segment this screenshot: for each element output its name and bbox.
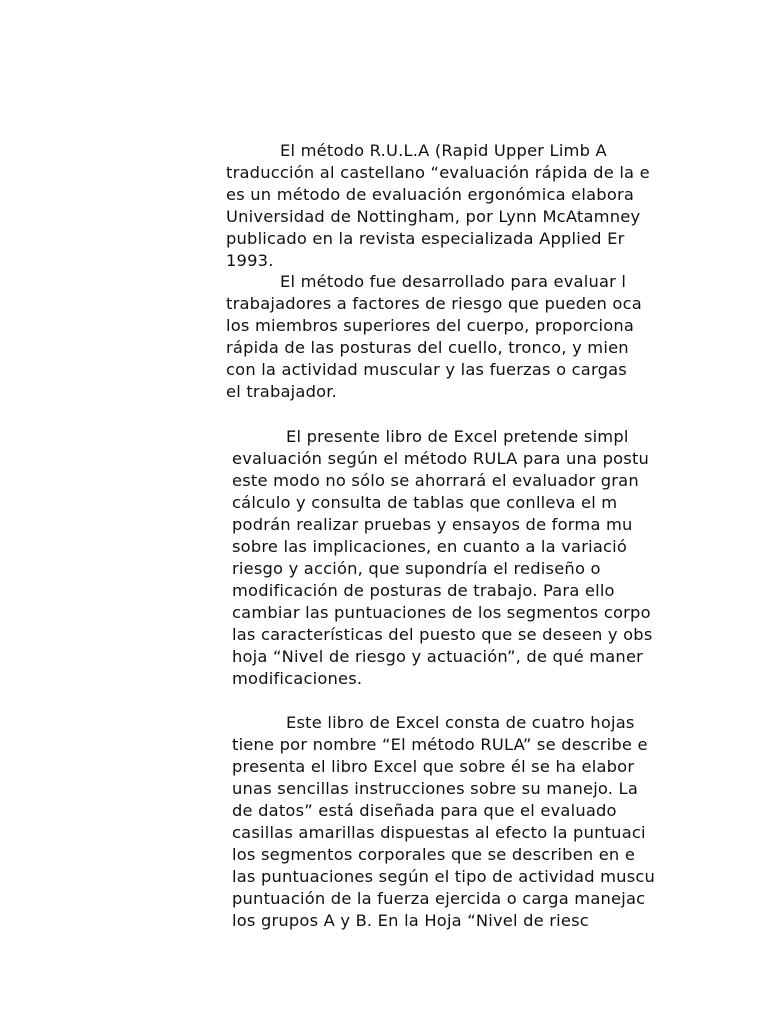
paragraph-1-line-1: El método R.U.L.A (Rapid Upper Limb A: [280, 141, 607, 160]
paragraph-4-line-4: unas sencillas instrucciones sobre su manejo. La: [232, 779, 639, 798]
paragraph-3-line-5: podrán realizar pruebas y ensayos de forma mu: [232, 515, 633, 534]
paragraph-1-line-4: Universidad de Nottingham, por Lynn McAtamney: [226, 207, 641, 226]
paragraph-3-line-11: hoja “Nivel de riesgo y actuación”, de qué maner: [232, 647, 644, 666]
paragraph-4-line-1: Este libro de Excel consta de cuatro hojas: [286, 713, 635, 732]
paragraph-4-line-3: presenta el libro Excel que sobre él se ha elabor: [232, 757, 635, 776]
paragraph-3-line-2: evaluación según el método RULA para una postu: [232, 449, 650, 468]
paragraph-1-line-2: traducción al castellano “evaluación rápida de la e: [226, 163, 650, 182]
paragraph-3-line-7: riesgo y acción, que supondría el rediseño o: [232, 559, 601, 578]
paragraph-2-line-6: el trabajador.: [226, 382, 338, 401]
paragraph-4-line-8: las puntuaciones según el tipo de actividad muscu: [232, 867, 656, 886]
paragraph-4-line-6: casillas amarillas dispuestas al efecto la puntuaci: [232, 823, 646, 842]
paragraph-1-line-3: es un método de evaluación ergonómica elabora: [226, 185, 635, 204]
paragraph-2-line-2: trabajadores a factores de riesgo que pueden oca: [226, 294, 642, 313]
paragraph-3-line-3: este modo no sólo se ahorrará el evaluador gran: [232, 471, 639, 490]
paragraph-1-line-6: 1993.: [226, 251, 274, 270]
paragraph-2-line-4: rápida de las posturas del cuello, tronco, y mien: [226, 338, 629, 357]
paragraph-4-line-2: tiene por nombre “El método RULA” se describe e: [232, 735, 648, 754]
paragraph-4-line-10: los grupos A y B. En la Hoja “Nivel de riesc: [232, 911, 589, 930]
paragraph-2-line-5: con la actividad muscular y las fuerzas o cargas: [226, 360, 627, 379]
paragraph-4-line-9: puntuación de la fuerza ejercida o carga manejac: [232, 889, 646, 908]
paragraph-3-line-12: modificaciones.: [232, 669, 363, 688]
paragraph-4-line-7: los segmentos corporales que se describen en e: [232, 845, 636, 864]
paragraph-3-line-8: modificación de posturas de trabajo. Para ello: [232, 581, 615, 600]
paragraph-3-line-9: cambiar las puntuaciones de los segmentos corpo: [232, 603, 651, 622]
paragraph-3-line-10: las características del puesto que se deseen y obs: [232, 625, 653, 644]
paragraph-2-line-1: El método fue desarrollado para evaluar l: [280, 272, 627, 291]
paragraph-2-line-3: los miembros superiores del cuerpo, proporciona: [226, 316, 635, 335]
paragraph-3-line-6: sobre las implicaciones, en cuanto a la variació: [232, 537, 628, 556]
paragraph-1-line-5: publicado en la revista especializada Applied Er: [226, 229, 625, 248]
paragraph-4-line-5: de datos” está diseñada para que el evaluado: [232, 801, 617, 820]
paragraph-3-line-1: El presente libro de Excel pretende simpl: [286, 427, 629, 446]
paragraph-3-line-4: cálculo y consulta de tablas que conlleva el m: [232, 493, 618, 512]
